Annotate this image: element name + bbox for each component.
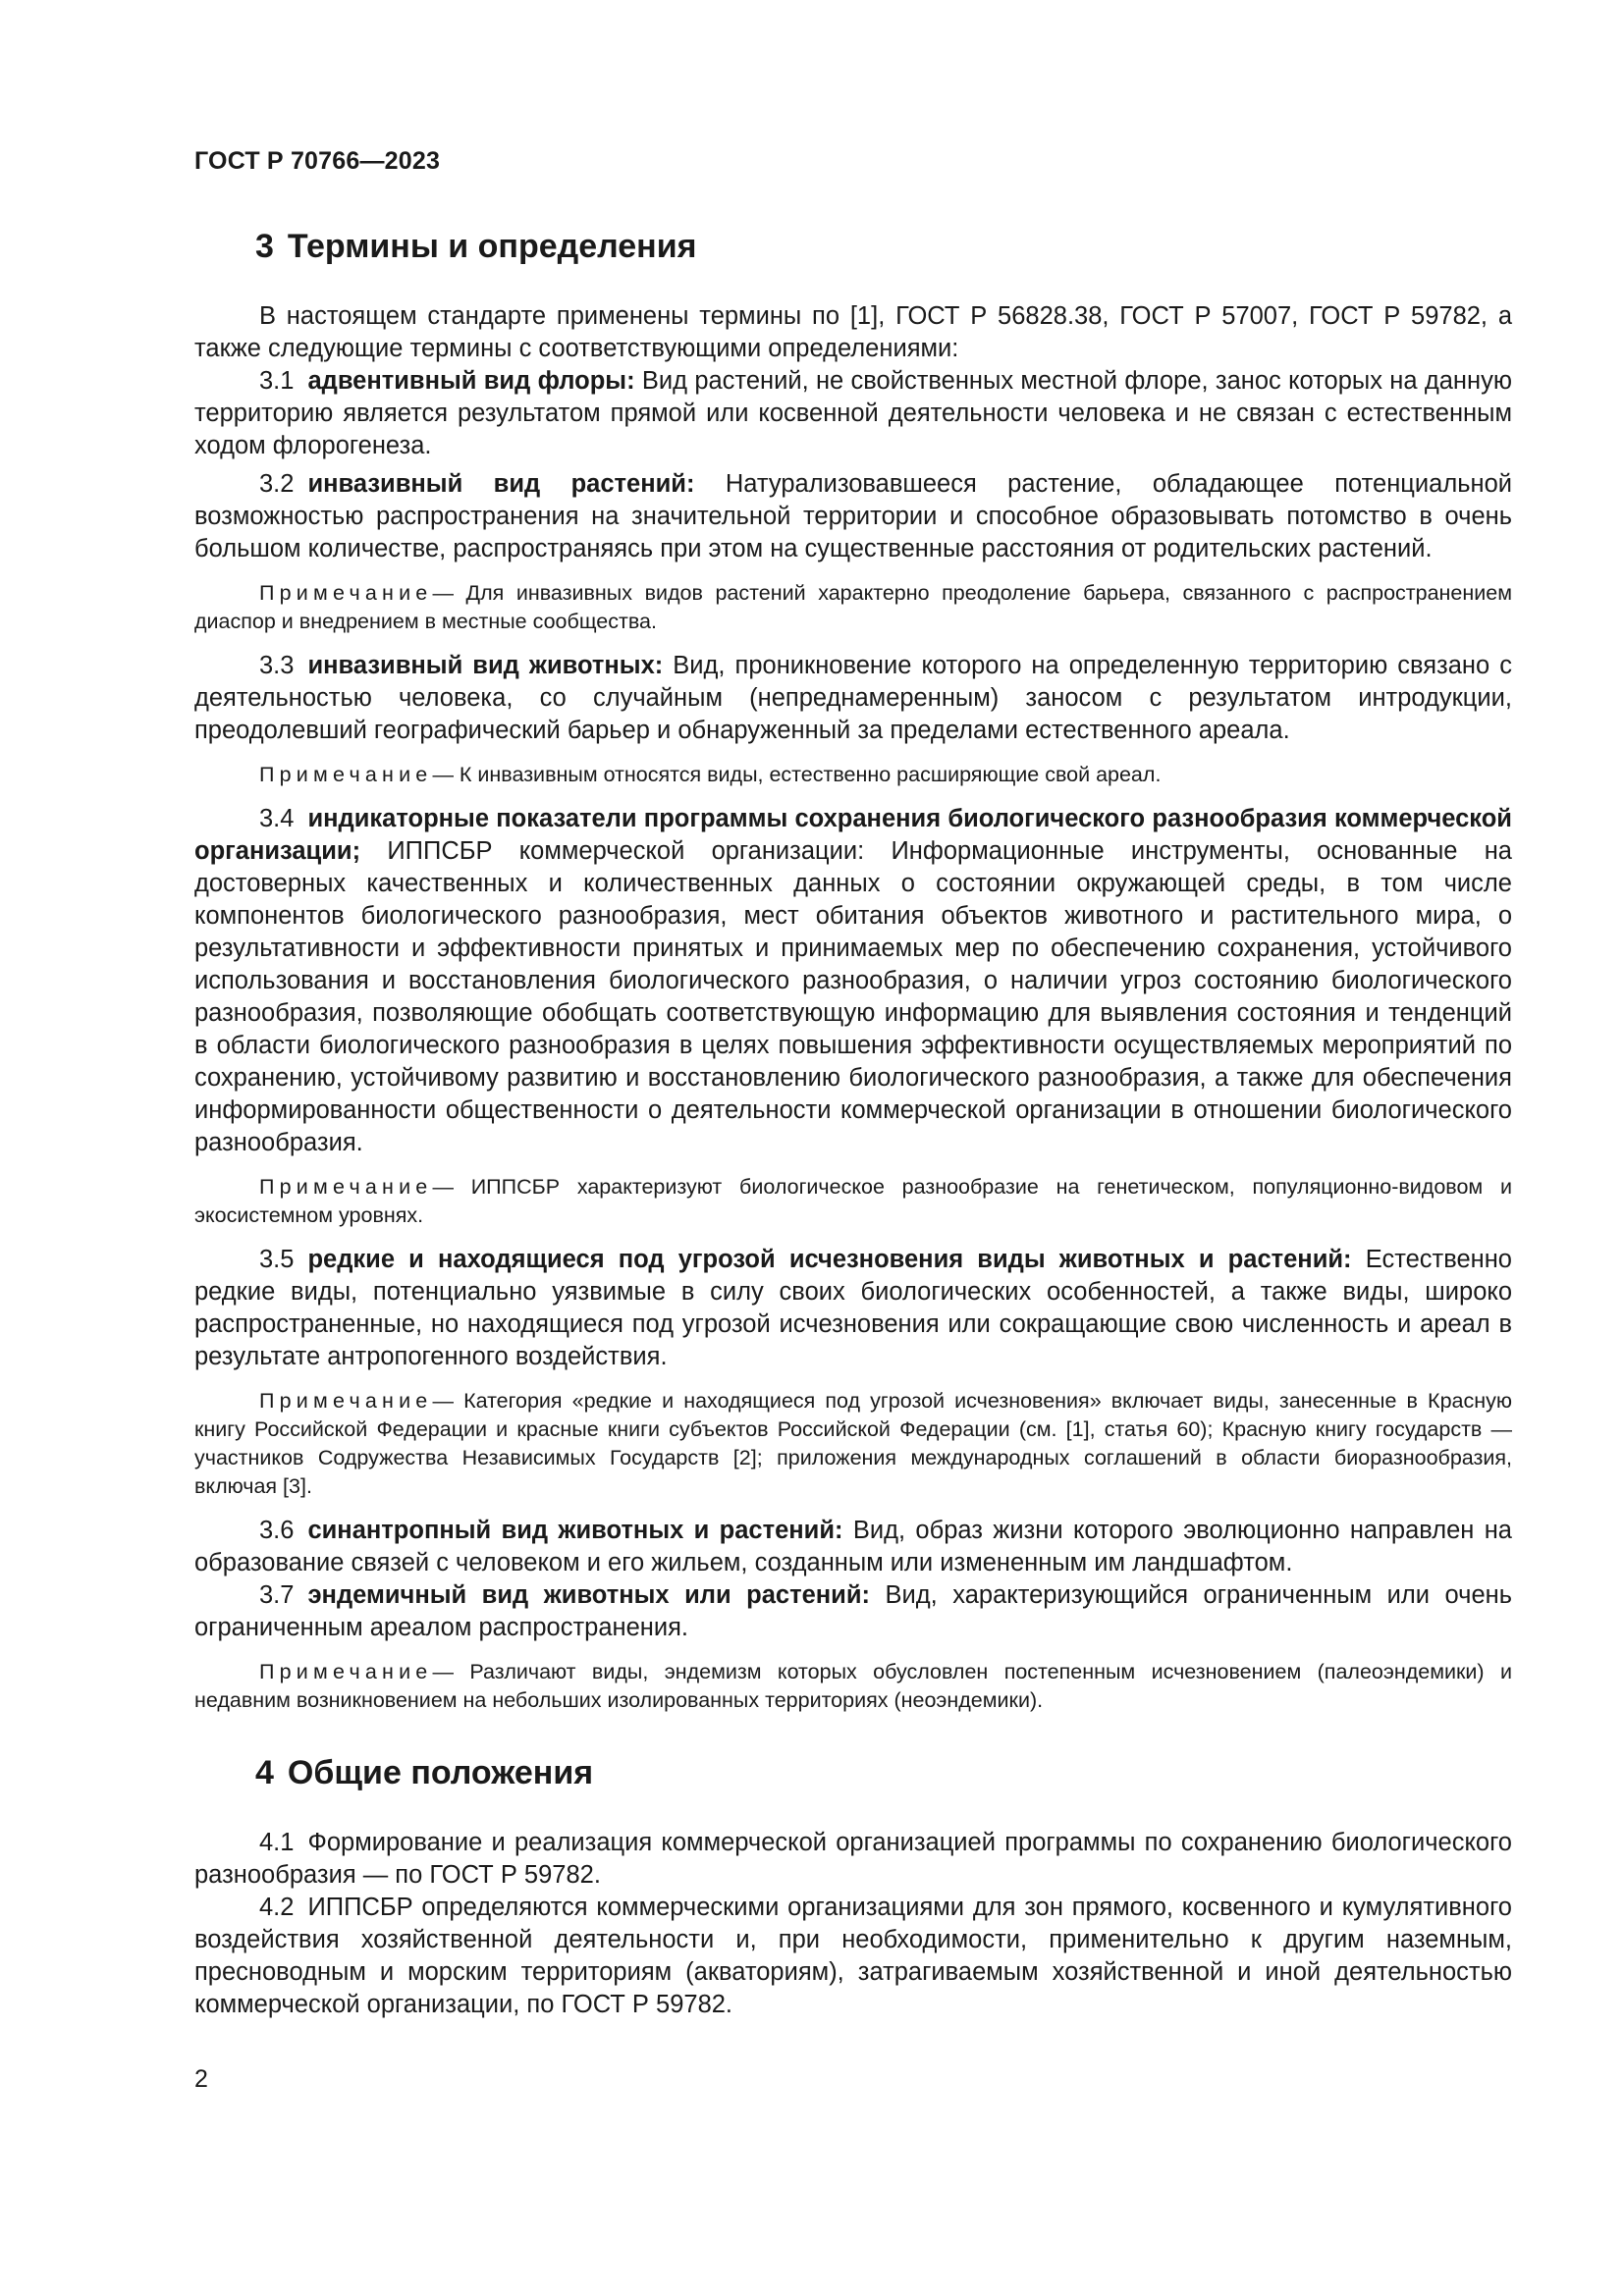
note-text: — Категория «редкие и находящиеся под угрозой исчезновения» включает виды, занесенные в Красную книгу Российской Федерации и красные книги субъектов Российской Федерации (см. [1], статья 60); Красную книгу государств — участников Содружества Независимых Государств [2]; приложения международных соглашений в области биоразнообразия, включая [3]. <box>194 1389 1512 1498</box>
note-3-5 <box>194 1387 1512 1501</box>
term-number: 3.5 <box>259 1246 295 1273</box>
term-number: 3.4 <box>259 805 295 832</box>
clause-text: ИППСБР определяются коммерческими организациями для зон прямого, косвенного и кумулятивного воздействия хозяйственной деятельности и, при необходимости, применительно к другим наземным, пресноводным и морским территориям (акваториям), затрагиваемым хозяйственной и иной деятельностью коммерческой организации, по ГОСТ Р 59782. <box>194 1894 1512 2018</box>
note-text: — Для инвазивных видов растений характерно преодоление барьера, связанного с распространением диаспор и внедрением в местные сообщества. <box>194 581 1512 633</box>
clause-text: Формирование и реализация коммерческой организацией программы по сохранению биологического разнообразия — по ГОСТ Р 59782. <box>194 1829 1512 1889</box>
term-3-2 <box>194 468 1512 565</box>
term-name: инвазивный вид растений: <box>307 470 695 498</box>
term-3-4 <box>194 803 1512 1159</box>
term-3-5 <box>194 1244 1512 1373</box>
term-definition: Вид, проникновение которого на определенную территорию связано с деятельностью человека, со случайным (непреднамеренным) заносом с результатом интродукции, преодолевший географический барьер и обнаруженный за пределами естественного ареала. <box>194 652 1512 744</box>
note-label: Примечание <box>259 1175 433 1199</box>
term-number: 3.2 <box>259 470 295 498</box>
term-3-7 <box>194 1579 1512 1644</box>
term-number: 3.1 <box>259 367 295 395</box>
term-3-3 <box>194 650 1512 747</box>
clause-number: 4.1 <box>259 1829 295 1856</box>
term-definition: Вид растений, не свойственных местной флоре, занос которых на данную территорию является результатом прямой или косвенной деятельности человека и не связан с естественным ходом флорогенеза. <box>194 367 1512 459</box>
section-number: 3 <box>255 228 274 265</box>
term-number: 3.6 <box>259 1517 295 1544</box>
term-number: 3.3 <box>259 652 295 679</box>
note-3-3 <box>194 761 1512 789</box>
note-3-4 <box>194 1173 1512 1230</box>
term-name: редкие и находящиеся под угрозой исчезновения виды животных и растений: <box>307 1246 1352 1273</box>
section-title: Термины и определения <box>287 228 697 265</box>
section-3-intro: В настоящем стандарте применены термины по [1], ГОСТ Р 56828.38, ГОСТ Р 57007, ГОСТ Р 59782, а также следующие термины с соответствующими определениями: <box>194 302 1512 362</box>
note-label: Примечание <box>259 581 433 605</box>
term-name: эндемичный вид животных или растений: <box>307 1581 871 1609</box>
note-label: Примечание <box>259 1389 433 1413</box>
term-3-6 <box>194 1515 1512 1579</box>
term-name: синантропный вид животных и растений: <box>307 1517 843 1544</box>
section-4-heading <box>255 1752 1512 1793</box>
term-definition: Вид, характеризующийся ограниченным или очень ограниченным ареалом распространения. <box>194 1581 1513 1641</box>
page-content <box>194 226 1512 2021</box>
note-text: — Различают виды, эндемизм которых обусловлен постепенным исчезновением (палеоэндемики) и недавним возникновением на небольших изолированных территориях (неоэндемики). <box>194 1660 1512 1712</box>
note-label: Примечание <box>259 1660 433 1683</box>
section-number: 4 <box>255 1754 274 1791</box>
note-3-2 <box>194 579 1512 636</box>
term-definition: Натурализовавшееся растение, обладающее потенциальной возможностью распространения на значительной территории и способное образовывать потомство в очень большом количестве, распространяясь при этом на существенные расстояния от родительских растений. <box>194 470 1512 562</box>
term-definition: Вид, образ жизни которого эволюционно направлен на образование связей с человеком и его жильем, созданным или измененным им ландшафтом. <box>194 1517 1512 1576</box>
clause-4-2 <box>194 1892 1512 2021</box>
term-name: индикаторные показатели программы сохранения биологического разнообразия коммерческой организации; <box>194 805 1512 865</box>
section-3-heading <box>255 226 1512 267</box>
term-name: инвазивный вид животных: <box>307 652 664 679</box>
section-title: Общие положения <box>287 1754 594 1791</box>
term-definition: Естественно редкие виды, потенциально уязвимые в силу своих биологических особенностей, а также виды, широко распространенные, но находящиеся под угрозой исчезновения или сокращающие свою численность и ареал в результате антропогенного воздействия. <box>194 1246 1512 1370</box>
note-text: — К инвазивным относятся виды, естественно расширяющие свой ареал. <box>432 763 1162 786</box>
clause-4-1 <box>194 1827 1512 1892</box>
term-3-1 <box>194 365 1512 462</box>
term-definition: ИППСБР коммерческой организации: Информационные инструменты, основанные на достоверных качественных и количественных данных о состоянии окружающей среды, в том числе компонентов биологического разнообразия, мест обитания объектов животного и растительного мира, о результативности и эффективности принятых и принимаемых мер по обеспечению сохранения, устойчивого использования и восстановления биологического разнообразия, о наличии угроз состоянию биологического разнообразия, позволяющие обобщать соответствующую информацию для выявления состояния и тенденций в области биологического разнообразия в целях повышения эффективности осуществляемых мероприятий по сохранению, устойчивому развитию и восстановлению биологического разнообразия, а также для обеспечения информированности общественности о деятельности коммерческой организации в отношении биологического разнообразия. <box>194 837 1512 1156</box>
document-header: ГОСТ Р 70766—2023 <box>194 147 441 175</box>
note-label: Примечание <box>259 763 433 786</box>
note-3-7 <box>194 1658 1512 1715</box>
term-number: 3.7 <box>259 1581 295 1609</box>
term-name: адвентивный вид флоры: <box>307 367 635 395</box>
note-text: — ИППСБР характеризуют биологическое разнообразие на генетическом, популяционно-видовом и экосистемном уровнях. <box>194 1175 1512 1227</box>
clause-number: 4.2 <box>259 1894 295 1921</box>
page-number: 2 <box>194 2065 208 2093</box>
